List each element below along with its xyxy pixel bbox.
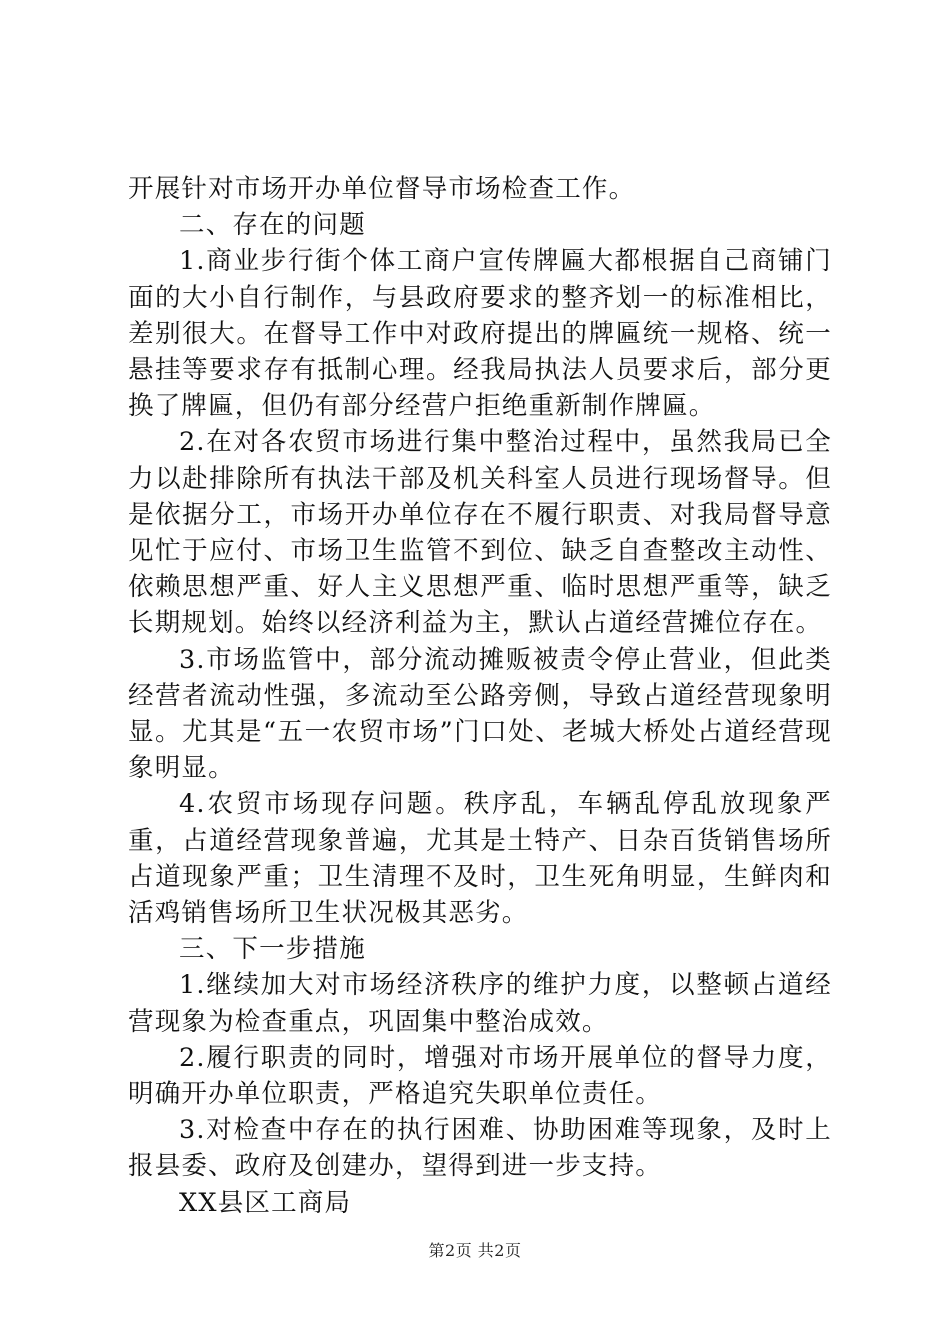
measure-item-2: 2.履行职责的同时，增强对市场开展单位的督导力度，明确开办单位职责，严格追究失职单位责任。 [128, 1042, 832, 1110]
section-heading-problems: 二、存在的问题 [179, 210, 366, 241]
problem-item-1: 1.商业步行街个体工商户宣传牌匾大都根据自己商铺门面的大小自行制作，与县政府要求的整齐划一的标准相比，差别很大。在督导工作中对政府提出的牌匾统一规格、统一悬挂等要求存有抵制心理。经我局执法人员要求后，部分更换了牌匾，但仍有部分经营户拒绝重新制作牌匾。 [128, 246, 832, 422]
problem-item-3: 3.市场监管中，部分流动摊贩被责令停止营业，但此类经营者流动性强，多流动至公路旁侧，导致占道经营现象明显。尤其是“五一农贸市场”门口处、老城大桥处占道经营现象明显。 [128, 644, 832, 784]
problem-item-4: 4.农贸市场现存问题。秩序乱，车辆乱停乱放现象严重，占道经营现象普遍，尤其是土特产、日杂百货销售场所占道现象严重；卫生清理不及时，卫生死角明显，生鲜肉和活鸡销售场所卫生状况极其恶劣。 [128, 789, 832, 929]
signature-line: XX县区工商局 [179, 1187, 352, 1218]
problem-item-2: 2.在对各农贸市场进行集中整治过程中，虽然我局已全力以赴排除所有执法干部及机关科室人员进行现场督导。但是依据分工，市场开办单位存在不履行职责、对我局督导意见忙于应付、市场卫生监管不到位、缺乏自查整改主动性、依赖思想严重、好人主义思想严重、临时思想严重等，缺乏长期规划。始终以经济利益为主，默认占道经营摊位存在。 [128, 427, 832, 639]
paragraph-continuation: 开展针对市场开办单位督导市场检查工作。 [128, 174, 636, 204]
measure-item-3: 3.对检查中存在的执行困难、协助困难等现象，及时上报县委、政府及创建办，望得到进一步支持。 [128, 1115, 832, 1182]
section-heading-next-steps: 三、下一步措施 [179, 934, 366, 965]
measure-item-1: 1.继续加大对市场经济秩序的维护力度，以整顿占道经营现象为检查重点，巩固集中整治成效。 [128, 970, 832, 1037]
document-body [128, 171, 832, 1221]
page-number-footer: 第2页 共2页 [428, 1241, 522, 1260]
